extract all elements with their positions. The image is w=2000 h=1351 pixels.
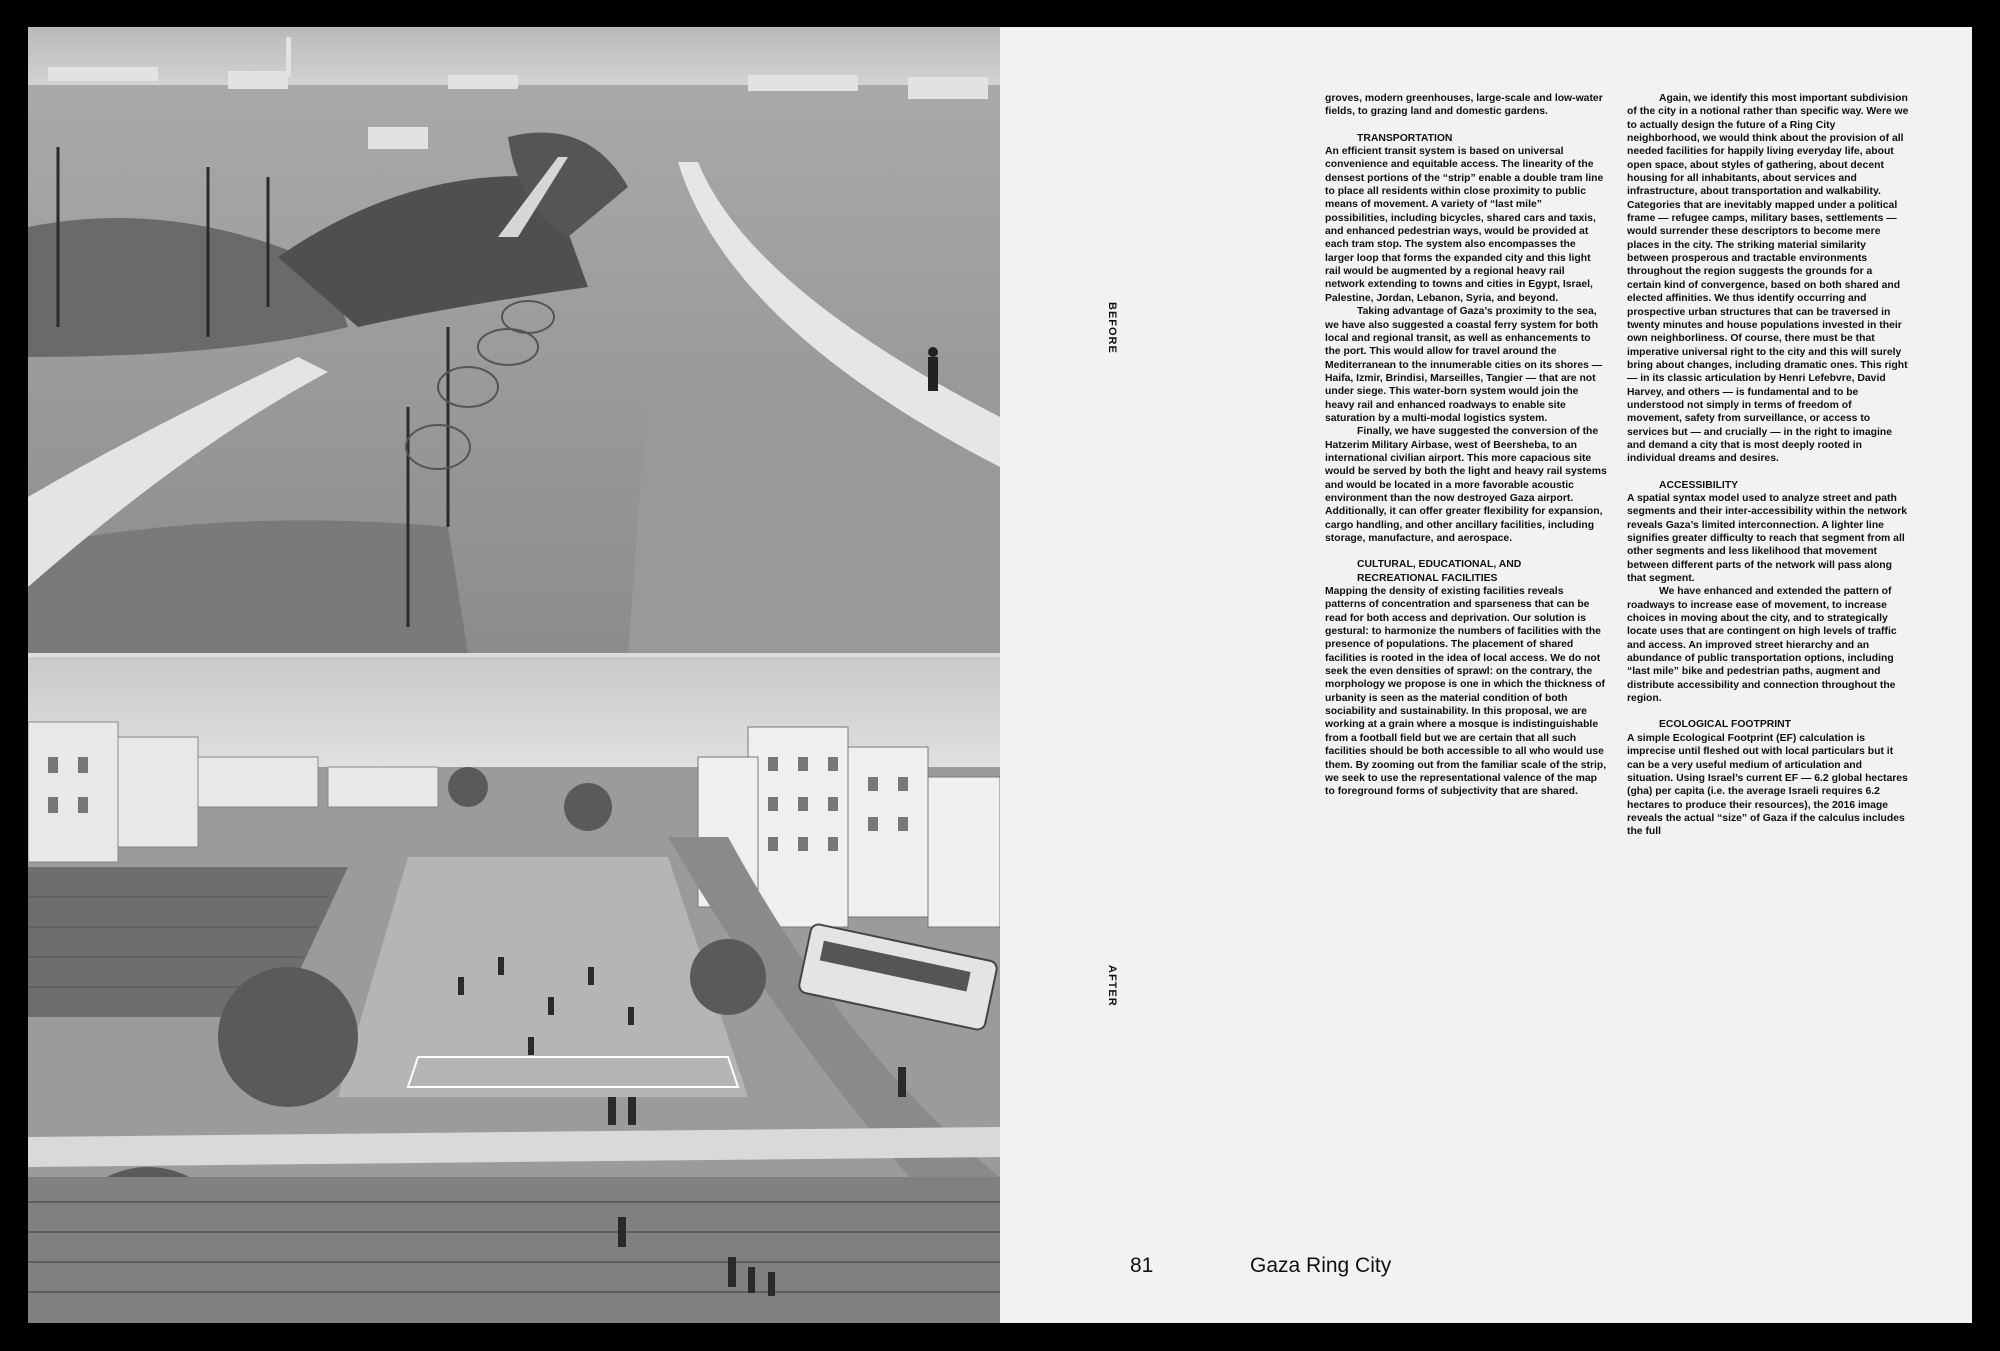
- text-column-2: [1627, 92, 1909, 839]
- paragraph: Finally, we have suggested the conversion of the Hatzerim Military Airbase, west of Beersheba, to an international civilian airport. This more capacious site would be served by both the light and heavy rail systems and would be located in a more favorable acoustic environment than the now destroyed Gaza airport. Additionally, it can offer greater flexibility for expansion, cargo handling, and other ancillary facilities, including storage, manufacture, and aerospace.: [1325, 426, 1607, 544]
- after-rendering: [28, 657, 1000, 1323]
- section-heading: ACCESSIBILITY: [1659, 479, 1739, 491]
- after-label: AFTER: [1106, 965, 1118, 1007]
- left-page: [28, 27, 1000, 1323]
- section-heading: ECOLOGICAL FOOTPRINT: [1659, 719, 1791, 731]
- paragraph: Taking advantage of Gaza’s proximity to the sea, we have also suggested a coastal ferry system for both local and regional transit, as well as enhancements to the port. This would allow for travel around the Mediterranean to the innumerable cities on its shores — Haifa, Izmir, Brindisi, Marseilles, Tangier — that are not under siege. This water-born system would join the heavy rail and enhanced roadways to enable site saturation by a multi-modal logistics system.: [1325, 306, 1603, 424]
- running-title: Gaza Ring City: [1250, 1254, 1392, 1277]
- before-photo: [28, 27, 1000, 653]
- page-number: 81: [1130, 1254, 1154, 1277]
- paragraph: A spatial syntax model used to analyze street and path segments and their inter-accessibility within the network reveals Gaza’s limited interconnection. A lighter line signifies greater difficulty to reach that segment from all other segments and less likelihood that movement between different parts of the network will pass along that segment.: [1627, 492, 1908, 585]
- paragraph: Again, we identify this most important subdivision of the city in a notional rather than specific way. Were we to actually design the future of a Ring City neighborhood, we would think about the provision of all needed facilities for happily living everyday life, about open space, about styles of gathering, about decent housing for all inhabitants, about services and infrastructure, about transportation and walkability. Categories that are inevitably mapped under a political frame — refugee camps, military bases, settlements — would surrender these descriptors to become mere places in the city. The striking material similarity between prosperous and tractable environments throughout the region suggests the grounds for a certain kind of convergence, based on both shared and elected affinities. We thus identify occurring and prospective urban structures that can be traversed in twenty minutes and house populations invested in their own neighborliness. Of course, there must be that imperative universal right to the city and this will surely bring about changes, including dramatic ones. This right — in its classic articulation by Henri Lefebvre, David Harvey, and others — is fundamental and to be understood not simply in terms of freedom of movement, safety from surveillance, or access to services but — and crucially — in the right to imagine and demand a city that is most deeply rooted in individual dreams and desires.: [1627, 93, 1909, 465]
- paragraph: Mapping the density of existing facilities reveals patterns of concentration and sparseness that can be read for both access and deprivation. Our solution is gestural: to harmonize the numbers of facilities with the presence of populations. The placement of shared facilities is rooted in the idea of local access. We do not seek the even densities of sprawl: on the contrary, the morphology we propose is one in which the thickness of urbanity is seen as the material condition of both sociability and sustainability. In this proposal, we are working at a grain where a mosque is indistinguishable from a football field but we are certain that all such facilities should be both accessible to all who would use them. By zooming out from the familiar scale of the strip, we seek to use the representational valence of the map to foreground forms of subjectivity that are shared.: [1325, 586, 1607, 798]
- paragraph: groves, modern greenhouses, large-scale and low-water fields, to grazing land and domestic gardens.: [1325, 93, 1603, 118]
- section-heading: TRANSPORTATION: [1357, 132, 1453, 144]
- paragraph: An efficient transit system is based on universal convenience and equitable access. The linearity of the densest portions of the “strip” enable a double tram line to place all residents within close proximity to public means of movement. A variety of “last mile” possibilities, including bicycles, shared cars and taxis, and enhanced pedestrian ways, would be provided at each tram stop. The system also encompasses the larger loop that forms the expanded city and this light rail would be augmented by a regional heavy rail network extending to towns and cities in Egypt, Israel, Palestine, Jordan, Lebanon, Syria, and beyond.: [1325, 146, 1604, 304]
- text-column-1: [1325, 92, 1607, 799]
- right-page: [1000, 27, 1972, 1323]
- section-heading: CULTURAL, EDUCATIONAL, AND RECREATIONAL FACILITIES: [1357, 559, 1522, 584]
- before-label: BEFORE: [1106, 302, 1118, 354]
- paragraph: A simple Ecological Footprint (EF) calculation is imprecise until fleshed out with local particulars but it can be a very useful medium of articulation and situation. Using Israel’s current EF — 6.2 global hectares (gha) per capita (i.e. the average Israeli requires 6.2 hectares to produce their resources), the 2016 image reveals the actual “size” of Gaza if the calculus includes the full: [1627, 732, 1908, 838]
- paragraph: We have enhanced and extended the pattern of roadways to increase ease of movement, to increase choices in moving about the city, and to strategically locate uses that are contingent on high levels of traffic and access. An improved street hierarchy and an abundance of public transportation options, including “last mile” bike and pedestrian paths, augment and distribute accessibility and connection throughout the region.: [1627, 586, 1897, 705]
